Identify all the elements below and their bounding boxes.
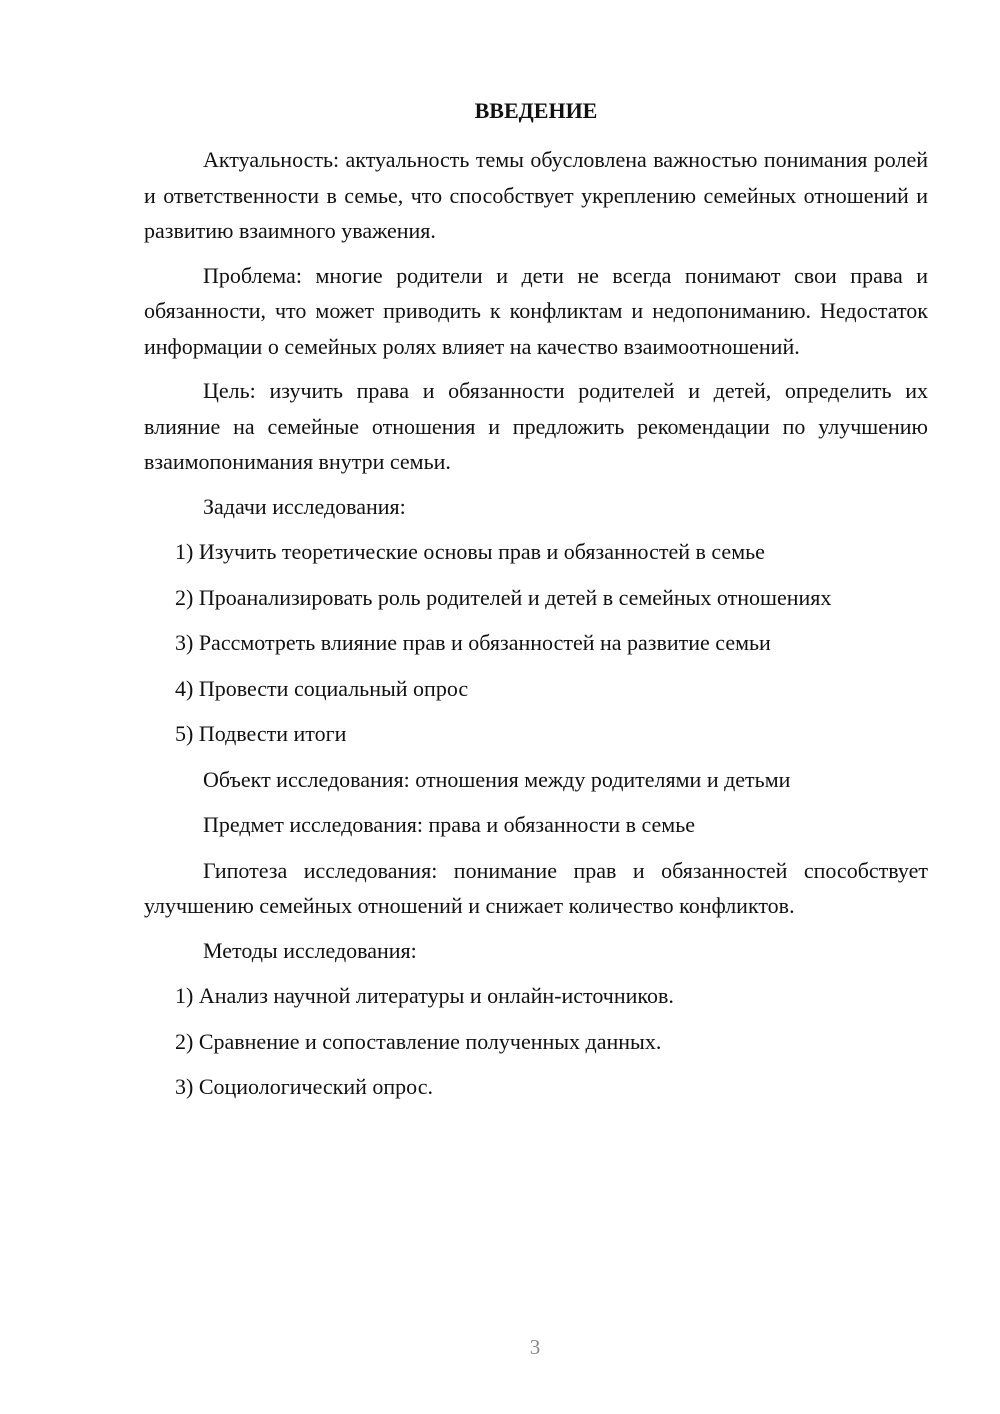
task-item: 3) Рассмотреть влияние прав и обязанностей на развитие семьи — [175, 630, 771, 655]
goal-paragraph: Цель: изучить права и обязанности родителей и детей, определить их влияние на семейные отношения и предложить рекомендации по улучшению взаимопонимания внутри семьи. — [144, 378, 928, 474]
problem-paragraph: Проблема: многие родители и дети не всегда понимают свои права и обязанности, что может приводить к конфликтам и недопониманию. Недостаток информации о семейных ролях влияет на качество взаимоотношений. — [144, 262, 928, 359]
section-title: ВВЕДЕНИЕ — [474, 98, 598, 123]
tasks-heading: Задачи исследования: — [203, 493, 406, 519]
task-item: 4) Провести социальный опрос — [175, 675, 469, 701]
method-item: 1) Анализ научной литературы и онлайн-источников. — [175, 983, 674, 1008]
method-item: 2) Сравнение и сопоставление полученных данных. — [175, 1028, 662, 1054]
research-subject: Предмет исследования: права и обязанности в семье — [203, 812, 695, 837]
page-number: 3 — [529, 1335, 541, 1359]
task-item: 1) Изучить теоретические основы прав и обязанностей в семье — [175, 539, 765, 564]
task-item: 2) Проанализировать роль родителей и детей в семейных отношениях — [175, 584, 832, 610]
relevance-paragraph: Актуальность: актуальность темы обусловлена важностью понимания ролей и ответственности в семье, что способствует укреплению семейных отношений и развитию взаимного уважения. — [144, 147, 928, 243]
methods-heading: Методы исследования: — [203, 937, 417, 963]
task-item: 5) Подвести итоги — [175, 721, 347, 746]
method-item: 3) Социологический опрос. — [175, 1074, 433, 1099]
research-object: Объект исследования: отношения между родителями и детьми — [203, 766, 791, 792]
hypothesis-paragraph: Гипотеза исследования: понимание прав и обязанностей способствует улучшению семейных отношений и снижает количество конфликтов. — [144, 857, 928, 918]
document-body — [144, 142, 928, 1115]
